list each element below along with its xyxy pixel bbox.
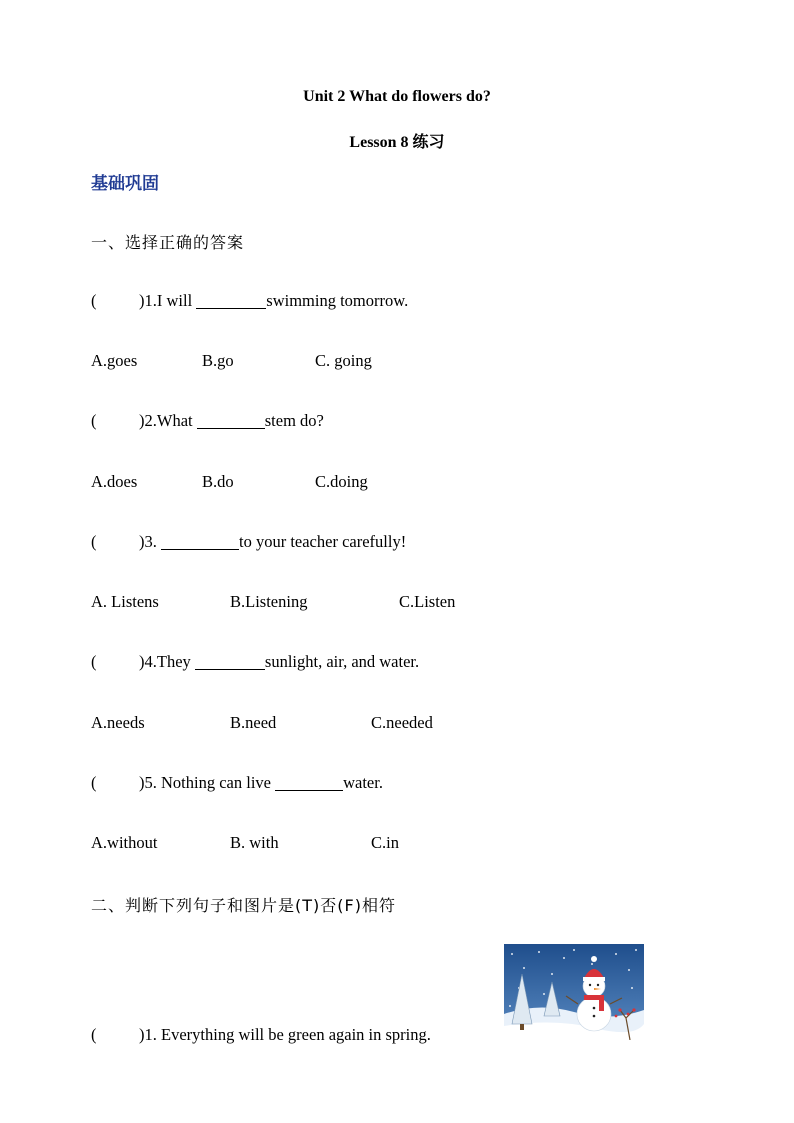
section-label: 基础巩固	[91, 174, 159, 194]
answer-paren[interactable]: (	[91, 532, 97, 551]
answer-paren[interactable]: (	[91, 773, 97, 792]
judge-question-1: ( )1. Everything will be green again in spring.	[91, 1025, 431, 1044]
worksheet-subtitle: Lesson 8 练习	[349, 134, 445, 151]
question-5: ( )5. Nothing can live water.	[91, 773, 383, 792]
fill-blank[interactable]	[196, 292, 266, 310]
option-1a[interactable]: A.goes	[91, 351, 138, 370]
fill-blank[interactable]	[275, 774, 343, 792]
question-1: ( )1.I will swimming tomorrow.	[91, 291, 409, 310]
option-4b[interactable]: B.need	[230, 713, 277, 732]
answer-paren[interactable]: (	[91, 1025, 97, 1044]
answer-paren[interactable]: (	[91, 411, 97, 430]
option-3a[interactable]: A. Listens	[91, 592, 159, 611]
option-1b[interactable]: B.go	[202, 351, 234, 370]
option-4c[interactable]: C.needed	[371, 713, 433, 732]
fill-blank[interactable]	[197, 412, 265, 430]
option-2b[interactable]: B.do	[202, 472, 234, 491]
question-2: ( )2.What stem do?	[91, 411, 324, 430]
fill-blank[interactable]	[161, 533, 239, 551]
question-3: ( )3. to your teacher carefully!	[91, 532, 407, 551]
option-4a[interactable]: A.needs	[91, 713, 145, 732]
snowman-picture	[504, 944, 644, 1040]
part1-heading: 一、选择正确的答案	[91, 233, 245, 252]
part2-heading: 二、判断下列句子和图片是(T)否(F)相符	[91, 896, 396, 915]
option-5b[interactable]: B. with	[230, 833, 279, 852]
question-4: ( )4.They sunlight, air, and water.	[91, 652, 420, 671]
worksheet-title: Unit 2 What do flowers do?	[303, 88, 491, 105]
option-2a[interactable]: A.does	[91, 472, 138, 491]
option-3c[interactable]: C.Listen	[399, 592, 456, 611]
option-1c[interactable]: C. going	[315, 351, 372, 370]
answer-paren[interactable]: (	[91, 652, 97, 671]
option-5a[interactable]: A.without	[91, 833, 158, 852]
fill-blank[interactable]	[195, 653, 265, 671]
answer-paren[interactable]: (	[91, 291, 97, 310]
option-3b[interactable]: B.Listening	[230, 592, 308, 611]
option-2c[interactable]: C.doing	[315, 472, 368, 491]
option-5c[interactable]: C.in	[371, 833, 399, 852]
